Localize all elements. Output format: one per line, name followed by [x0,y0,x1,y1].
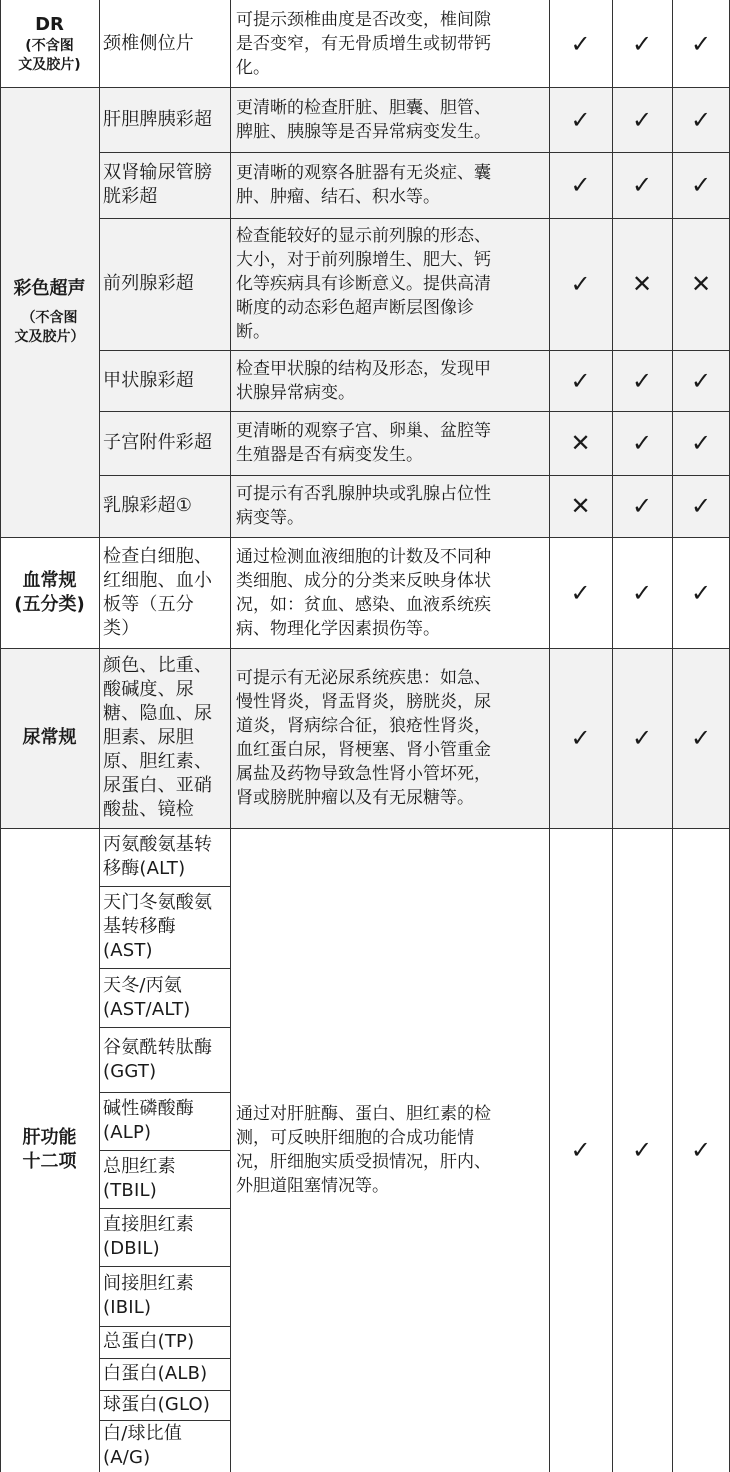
mark-col-1 [549,828,612,1472]
item-name-text: 白/球比值 (A/G) [103,1423,183,1468]
category-name: 肝功能 十二项 [22,1127,77,1172]
check-mark-icon: ✓ [690,171,712,199]
mark-col-3 [672,87,730,152]
item-description [230,87,549,152]
item-description-text: 通过检测血液细胞的计数及不同种 类细胞、成分的分类来反映身体状 况，如：贫血、感染、血液系统疾 病、物理化学因素损伤等。 [236,546,491,639]
column-divider [612,0,613,1472]
item-name [99,886,230,968]
check-mark-icon: ✓ [690,578,712,607]
row-divider [99,1358,230,1359]
item-name-text: 子宫附件彩超 [103,432,213,453]
check-mark-icon: ✕ [570,492,591,520]
mark-col-1 [549,350,612,411]
category-name: 血常规 (五分类) [14,569,85,615]
mark-col-2 [612,475,672,537]
mark-col-2 [612,87,672,152]
item-name [99,1420,230,1472]
row-divider [99,411,730,412]
mark-col-1 [549,475,612,537]
item-name [99,0,230,87]
check-mark-icon: ✓ [690,492,712,520]
item-name [99,828,230,886]
row-divider [99,350,730,351]
item-name-text: 天门冬氨酸氨 基转移酶 (AST) [103,892,213,961]
item-description [230,411,549,475]
mark-col-3 [672,537,730,648]
mark-col-3 [672,411,730,475]
mark-col-1 [549,0,612,87]
item-description [230,218,549,350]
item-description-text: 更清晰的观察各脏器有无炎症、囊 肿、肿瘤、结石、积水等。 [236,163,491,207]
check-mark-icon: ✓ [631,492,653,520]
category-cell [0,537,99,648]
row-divider [0,828,730,829]
item-name [99,475,230,537]
item-name-text: 乳腺彩超① [103,495,193,516]
check-mark-icon: ✓ [570,724,591,752]
item-name [99,648,230,828]
item-name-text: 肝胆脾胰彩超 [103,108,213,130]
check-mark-icon: ✕ [631,270,653,298]
item-name-text: 球蛋白(GLO) [103,1394,211,1415]
check-mark-icon: ✓ [690,366,712,395]
check-mark-icon: ✕ [570,429,591,457]
row-divider [99,1390,230,1391]
check-mark-icon: ✓ [631,171,653,199]
check-mark-icon: ✓ [631,366,653,395]
mark-col-1 [549,87,612,152]
check-mark-icon: ✓ [631,578,653,607]
column-divider [99,0,100,1472]
item-name [99,968,230,1027]
category-note: (不含图 文及胶片) [18,37,81,73]
category-note: （不含图 文及胶片） [14,310,85,345]
check-mark-icon: ✓ [631,29,653,58]
item-name-text: 谷氨酰转肽酶 (GGT) [103,1036,213,1082]
check-mark-icon: ✓ [690,105,712,134]
category-cell [0,828,99,1472]
item-name [99,152,230,218]
item-description [230,152,549,218]
row-divider [99,1266,230,1267]
mark-col-3 [672,218,730,350]
item-name-text: 间接胆红素 (IBIL) [103,1273,194,1318]
mark-col-2 [612,537,672,648]
mark-col-2 [612,411,672,475]
check-mark-icon: ✓ [570,366,591,395]
row-divider [99,1027,230,1028]
item-description-text: 检查甲状腺的结构及形态，发现甲 状腺异常病变。 [236,358,491,403]
row-divider [99,1326,230,1327]
mark-col-3 [672,0,730,87]
item-name-text: 丙氨酸氨基转 移酶(ALT) [103,834,213,879]
mark-col-1 [549,152,612,218]
row-divider [99,968,230,969]
check-mark-icon: ✓ [570,578,591,607]
check-mark-icon: ✓ [690,29,712,58]
item-name [99,1358,230,1390]
item-name-text: 双肾输尿管膀 胱彩超 [103,162,213,207]
item-name-text: 直接胆红素 (DBIL) [103,1214,194,1259]
mark-col-2 [612,350,672,411]
row-divider [0,648,730,649]
item-name [99,1326,230,1358]
item-name [99,1390,230,1420]
item-description-text: 检查能较好的显示前列腺的形态、 大小，对于前列腺增生、肥大、钙 化等疾病具有诊断意义。提供高清 晰度的动态彩色超声断层图像诊 断。 [236,226,491,342]
mark-col-2 [612,648,672,828]
item-name-text: 前列腺彩超 [103,273,194,294]
item-name [99,1027,230,1092]
column-divider [672,0,673,1472]
check-mark-icon: ✓ [570,1136,591,1164]
item-description-text: 更清晰的观察子宫、卵巢、盆腔等 生殖器是否有病变发生。 [236,421,491,465]
column-divider [230,0,231,1472]
item-description [230,648,549,828]
mark-col-2 [612,0,672,87]
item-name-text: 碱性磷酸酶 (ALP) [103,1098,194,1143]
check-mark-icon: ✓ [690,1136,712,1164]
item-description [230,828,549,1472]
check-mark-icon: ✓ [631,724,653,752]
mark-col-1 [549,537,612,648]
item-name [99,1150,230,1208]
mark-col-3 [672,828,730,1472]
row-divider [99,1150,230,1151]
row-divider [99,152,730,153]
category-cell [0,87,99,537]
check-mark-icon: ✓ [690,429,712,457]
check-mark-icon: ✓ [690,724,712,752]
check-mark-icon: ✓ [570,105,591,134]
item-description [230,475,549,537]
category-name: 尿常规 [22,727,77,748]
row-divider [99,475,730,476]
item-description [230,350,549,411]
item-name-text: 总胆红素 (TBIL) [103,1156,176,1201]
check-mark-icon: ✓ [631,105,653,134]
row-divider [99,1420,230,1421]
item-description-text: 可提示颈椎曲度是否改变，椎间隙 是否变窄，有无骨质增生或韧带钙 化。 [236,9,491,78]
item-name [99,1208,230,1266]
check-mark-icon: ✓ [570,270,591,298]
item-name [99,1092,230,1150]
column-divider [0,0,1,1472]
item-name [99,87,230,152]
row-divider [99,1092,230,1093]
item-name-text: 总蛋白(TP) [103,1331,195,1352]
row-divider [99,1208,230,1209]
item-name [99,411,230,475]
item-name-text: 白蛋白(ALB) [103,1363,208,1384]
mark-col-2 [612,828,672,1472]
item-name [99,537,230,648]
mark-col-1 [549,648,612,828]
mark-col-2 [612,218,672,350]
item-description [230,0,549,87]
item-name-text: 检查白细胞、 红细胞、血小 板等（五分 类） [103,545,213,639]
item-name [99,1266,230,1326]
item-name-text: 甲状腺彩超 [103,369,194,391]
mark-col-1 [549,411,612,475]
row-divider [0,537,730,538]
mark-col-3 [672,152,730,218]
item-description-text: 更清晰的检查肝脏、胆囊、胆管、 脾脏、胰腺等是否异常病变发生。 [236,97,491,142]
column-divider [549,0,550,1472]
mark-col-1 [549,218,612,350]
mark-col-3 [672,648,730,828]
check-mark-icon: ✓ [570,29,591,58]
item-name-text: 颜色、比重、 酸碱度、尿 糖、隐血、尿 胆素、尿胆 原、胆红素、 尿蛋白、亚硝 酸盐、镜检 [103,655,213,820]
mark-col-3 [672,475,730,537]
row-divider [99,886,230,887]
mark-col-2 [612,152,672,218]
item-name-text: 颈椎侧位片 [103,32,194,54]
item-description-text: 可提示有无泌尿系统疾患：如急、 慢性肾炎，肾盂肾炎，膀胱炎，尿 道炎，肾病综合征，狼疮性肾炎， 血红蛋白尿，肾梗塞、肾小管重金 属盐及药物导致急性肾小管坏死， 肾或膀胱肿瘤以及有无尿糖等。 [236,668,491,808]
item-name [99,218,230,350]
check-mark-icon: ✕ [690,270,712,298]
item-name [99,350,230,411]
row-divider [99,218,730,219]
item-name-text: 天冬/丙氨 (AST/ALT) [103,974,191,1020]
category-name: 彩色超声 [13,278,86,299]
mark-col-3 [672,350,730,411]
category-cell [0,648,99,828]
category-name: DR [35,13,64,35]
category-cell [0,0,99,87]
check-mark-icon: ✓ [631,429,653,457]
item-description-text: 通过对肝脏酶、蛋白、胆红素的检 测，可反映肝细胞的合成功能情 况，肝细胞实质受损情况，肝内、 外胆道阻塞情况等。 [236,1104,491,1196]
check-mark-icon: ✓ [631,1136,653,1164]
item-description-text: 可提示有否乳腺肿块或乳腺占位性 病变等。 [236,484,491,528]
row-divider [0,87,730,88]
check-mark-icon: ✓ [570,171,591,199]
item-description [230,537,549,648]
